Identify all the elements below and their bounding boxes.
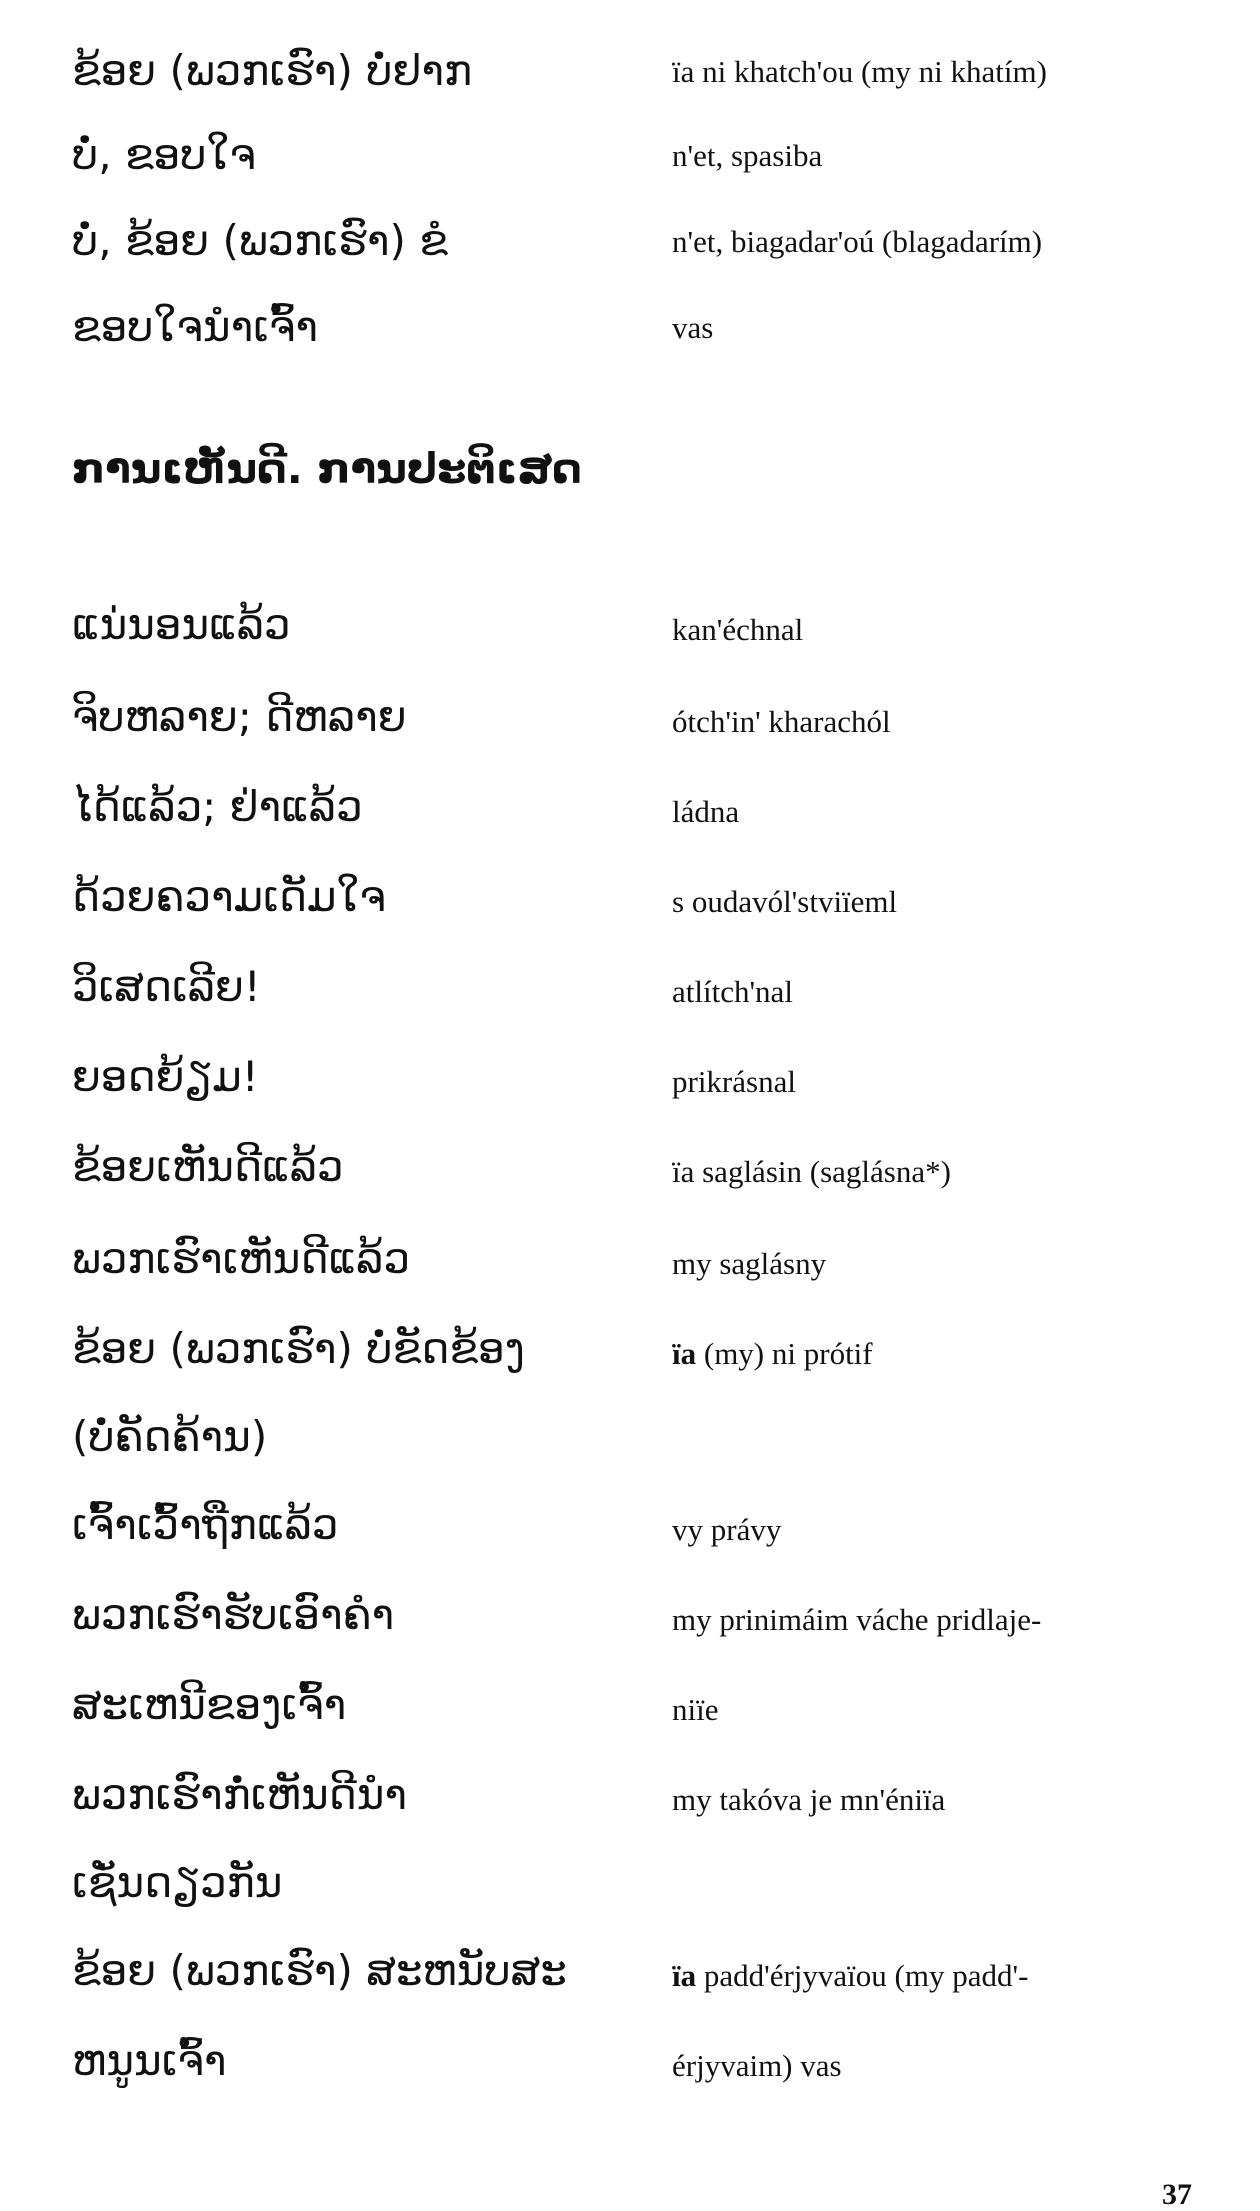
- lao-phrase: ຫນູນເຈົ້າ: [72, 2036, 227, 2085]
- translation-rest: padd'érjyvaïou (my padd'-: [703, 1958, 1029, 1993]
- lao-phrase: ແນ່ນອນແລ້ວ: [72, 600, 291, 649]
- lao-phrase: ບໍ່, ຂອບໃຈ: [72, 130, 256, 179]
- translation: niïe: [672, 1692, 719, 1727]
- lao-phrase: ໄດ້ແລ້ວ; ຢ່າແລ້ວ: [72, 782, 363, 831]
- lao-phrase: ເຈົ້າເວົ້າຖືກແລ້ວ: [72, 1500, 339, 1549]
- lao-phrase: ດ້ວຍຄວາມເດັມໃຈ: [72, 872, 386, 921]
- translation: my saglásny: [672, 1246, 827, 1281]
- lao-phrase: ພວກເຮົາກໍ່ເຫັນດີນຳ: [72, 1770, 408, 1819]
- translation-bold: ïa: [672, 1958, 697, 1993]
- translation: kan'échnal: [672, 612, 804, 647]
- lao-phrase: ຂ້ອຍ (ພວກເຮົາ) ບໍ່ຢາກ: [72, 46, 473, 95]
- lao-phrase: ພວກເຮົາເຫັນດີແລ້ວ: [72, 1234, 411, 1283]
- lao-phrase: ຂ້ອຍ (ພວກເຮົາ) ສະຫນັບສະ: [72, 1946, 567, 1995]
- translation: atlítch'nal: [672, 974, 793, 1009]
- translation: ládna: [672, 794, 740, 829]
- translation: vy právy: [672, 1512, 782, 1547]
- lao-phrase: ຂອບໃຈນຳເຈົ້າ: [72, 302, 318, 351]
- translation: s oudavól'stviïeml: [672, 884, 898, 919]
- translation: érjyvaim) vas: [672, 2048, 842, 2083]
- translation: ïa ni khatch'ou (my ni khatím): [672, 54, 1047, 89]
- lao-phrase: ສະເຫນີຂອງເຈົ້າ: [72, 1680, 347, 1729]
- section-heading: ການເຫັນດີ. ການປະຕິເສດ: [72, 444, 582, 493]
- page-number: 37: [1162, 2178, 1192, 2211]
- lao-phrase: ວິເສດເລີຍ!: [72, 962, 261, 1011]
- translation: ótch'in' kharachól: [672, 704, 891, 739]
- lao-phrase: ຂ້ອຍເຫັນດີແລ້ວ: [72, 1142, 344, 1191]
- translation: prikrásnal: [672, 1064, 796, 1099]
- lao-phrase: ຍອດຍ້ຽມ!: [72, 1052, 259, 1101]
- lao-phrase: ຈິບຫລາຍ; ດີຫລາຍ: [72, 692, 407, 741]
- lao-phrase: (ບໍ່ຄັດຄ້ານ): [72, 1412, 268, 1461]
- translation: n'et, biagadar'oú (blagadarím): [672, 224, 1043, 259]
- translation: my takóva je mn'éniïa: [672, 1782, 946, 1817]
- lao-phrase: ບໍ່, ຂ້ອຍ (ພວກເຮົາ) ຂໍ: [72, 216, 448, 265]
- translation: ïa saglásin (saglásna*): [672, 1154, 951, 1189]
- translation: vas: [672, 310, 714, 345]
- lao-phrase: ເຊັ່ນດຽວກັນ: [72, 1858, 283, 1907]
- translation: [672, 1334, 873, 1374]
- translation-bold: ïa: [672, 1336, 697, 1371]
- lao-phrase: ພວກເຮົາຮັບເອົາຄຳ: [72, 1590, 395, 1639]
- translation: [672, 1956, 1028, 1996]
- translation: my prinimáim váche pridlaje-: [672, 1602, 1042, 1637]
- translation: n'et, spasiba: [672, 138, 823, 173]
- translation-rest: (my) ni prótif: [703, 1336, 873, 1371]
- lao-phrase: ຂ້ອຍ (ພວກເຮົາ) ບໍ່ຂັດຂ້ອງ: [72, 1324, 525, 1373]
